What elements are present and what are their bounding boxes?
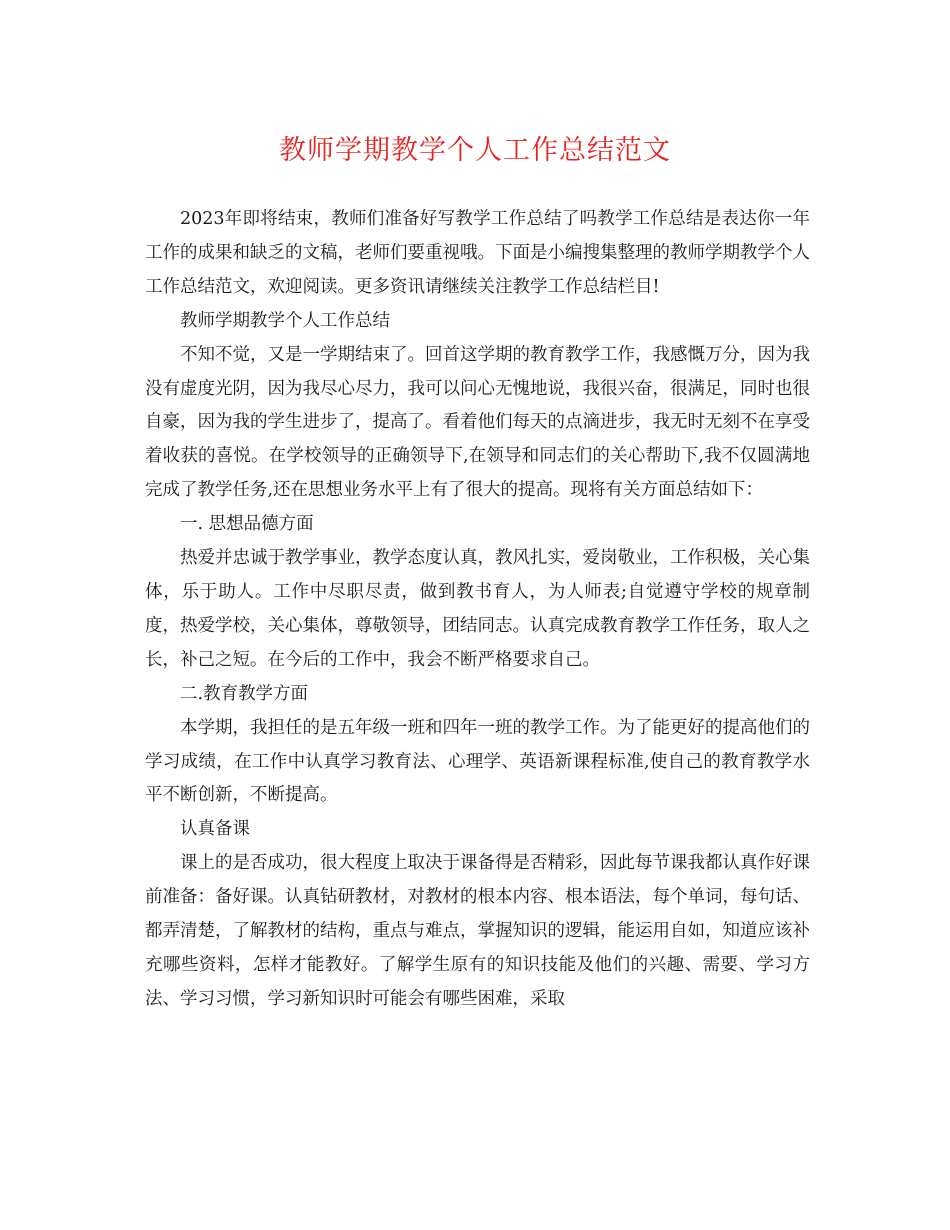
document-title: 教师学期教学个人工作总结范文: [279, 135, 671, 166]
body-paragraph: 不知不觉，又是一学期结束了。回首这学期的教育教学工作，我感慨万分，因为我没有虚度光阴，因为我尽心尽力，我可以问心无愧地说，我很兴奋，很满足，同时也很自豪，因为我的学生进步了，提高了。看着他们每天的点滴进步，我无时无刻不在享受着收获的喜悦。在学校领导的正确领导下,在领导和同志们的关心帮助下,我不仅圆满地完成了教学任务,还在思想业务水平上有了很大的提高。现将有关方面总结如下：: [145, 344, 810, 501]
section-heading: 认真备课: [180, 819, 250, 840]
body-paragraph: 课上的是否成功，很大程度上取决于课备得是否精彩，因此每节课我都认真作好课前准备：备好课。认真钻研教材，对教材的根本内容、根本语法，每个单词，每句话、都弄清楚，了解教材的结构，重点与难点，掌握知识的逻辑，能运用自如，知道应该补充哪些资料，怎样才能教好。了解学生原有的知识技能及他们的兴趣、需要、学习方法、学习习惯，学习新知识时可能会有哪些困难，采取: [145, 853, 810, 1009]
body-paragraph: 热爱并忠诚于教学事业，教学态度认真，教风扎实，爱岗敬业，工作积极，关心集体，乐于助人。工作中尽职尽责，做到教书育人，为人师表;自觉遵守学校的规章制度，热爱学校，关心集体，尊敬领导，团结同志。认真完成教育教学工作任务，取人之长，补己之短。在今后的工作中，我会不断严格要求自己。: [145, 548, 810, 670]
intro-paragraph: 2023年即将结束，教师们准备好写教学工作总结了吗教学工作总结是表达你一年工作的成果和缺乏的文稿，老师们要重视哦。下面是小编搜集整理的教师学期教学个人工作总结范文，欢迎阅读。更多资讯请继续关注教学工作总结栏目!: [145, 209, 810, 297]
body-paragraph: 本学期，我担任的是五年级一班和四年一班的教学工作。为了能更好的提高他们的学习成绩，在工作中认真学习教育法、心理学、英语新课程标准,使自己的教育教学水平不断创新，不断提高。: [145, 717, 810, 806]
section-heading: 一. 思想品德方面: [180, 514, 314, 535]
section-heading: 教师学期教学个人工作总结: [180, 310, 390, 331]
section-heading: 二.教育教学方面: [180, 683, 309, 704]
document-body: [145, 203, 810, 1017]
